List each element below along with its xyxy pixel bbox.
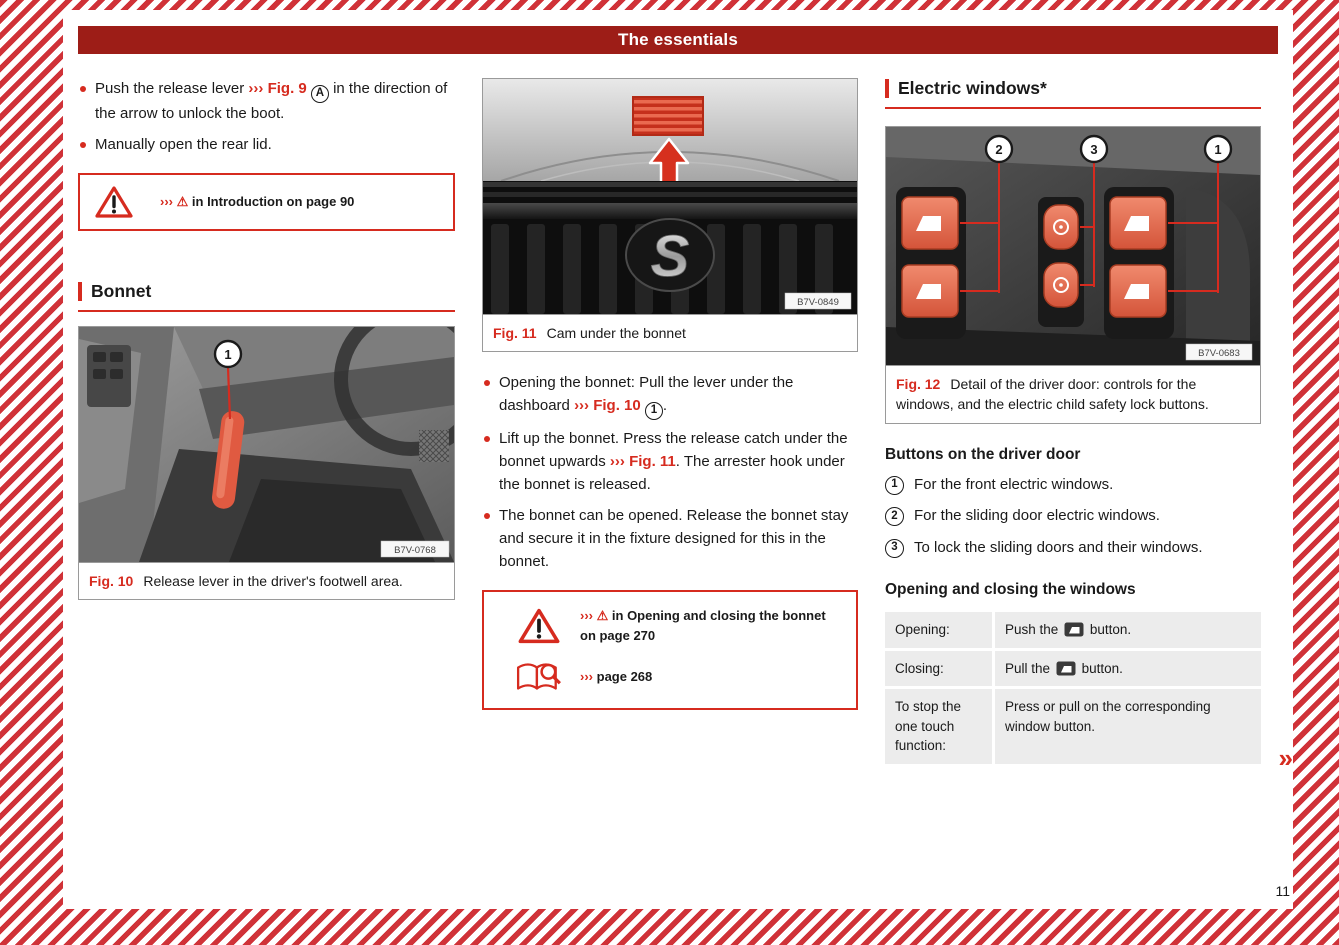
figure-reference: ››› Fig. 10	[574, 397, 641, 415]
table-row	[885, 689, 1261, 764]
table-row	[885, 612, 1261, 648]
list-item	[885, 537, 1261, 560]
value-text: button.	[1089, 622, 1132, 638]
window-button-icon	[1056, 661, 1076, 676]
figure-reference: ››› Fig. 9	[248, 80, 307, 97]
text: Push the release lever	[95, 80, 249, 97]
svg-text:1: 1	[1214, 142, 1222, 157]
list-item-text: To lock the sliding doors and their windows.	[914, 538, 1203, 556]
table-row	[885, 651, 1261, 687]
warning-reference-text: in Opening and closing the bonnet on page 270	[580, 608, 826, 643]
table-row-label: Opening:	[885, 612, 995, 648]
bullet-text	[499, 430, 848, 493]
numbered-list	[885, 474, 1261, 560]
bullet-text: The bonnet can be opened. Release the bonnet stay and secure it in the fixture designed for this in the bonnet.	[499, 506, 849, 570]
figure-12-image	[886, 127, 1260, 365]
heading-text: Electric windows*	[898, 78, 1047, 98]
figure-caption-text: Detail of the driver door: controls for the windows, and the electric child safety lock buttons.	[896, 376, 1209, 413]
section-heading-electric-windows	[885, 78, 1261, 109]
bullet-item	[78, 134, 455, 157]
figure-11-caption	[483, 314, 857, 351]
heading-accent-bar	[885, 79, 889, 98]
callout-circle-2: 2	[885, 507, 904, 526]
figure-10-image	[79, 327, 454, 562]
subheading-opening-closing: Opening and closing the windows	[885, 581, 1136, 599]
warning-row	[498, 606, 842, 646]
child-lock-button	[1044, 263, 1078, 307]
warning-triangle-icon	[94, 184, 134, 220]
warning-icon-cell	[498, 660, 580, 694]
bullet-text	[499, 374, 794, 417]
brand-logo-s: S	[650, 224, 690, 289]
bullet-text: Manually open the rear lid.	[95, 135, 272, 153]
window-button-icon	[1064, 622, 1084, 637]
windows-table	[885, 609, 1261, 767]
callout-circle-1: 1	[645, 402, 663, 420]
callout-circle-3: 3	[885, 539, 904, 558]
figure-caption-text: Release lever in the driver's footwell area.	[143, 572, 403, 589]
page-header	[78, 26, 1278, 54]
figure-reference: ››› Fig. 11	[609, 452, 676, 470]
bullet-item	[78, 78, 455, 126]
bullet-item	[482, 505, 858, 574]
figure-label: Fig. 12	[896, 376, 941, 392]
continuation-chevron: »	[1278, 743, 1293, 773]
bullet-icon	[80, 86, 86, 92]
svg-text:1: 1	[224, 346, 232, 362]
warning-text	[580, 606, 842, 645]
chevrons-icon: ›››	[160, 193, 173, 209]
bullet-icon	[484, 380, 490, 386]
bullet-item	[482, 428, 858, 497]
list-item	[885, 505, 1261, 528]
right-column	[885, 78, 1261, 767]
text: Lift up the bonnet. Press the release catch under the bonnet upwards	[499, 430, 848, 470]
page-number: 11	[1275, 883, 1290, 899]
figure-caption-text: Cam under the bonnet	[546, 325, 686, 341]
text: Opening the bonnet: Pull the lever under the dashboard	[499, 374, 794, 415]
value-text: Pull the	[1005, 660, 1051, 676]
callout-circle-1: 1	[885, 476, 904, 495]
figure-11	[482, 78, 858, 352]
table-row-label: To stop the one touch function:	[885, 689, 995, 764]
bullet-icon	[484, 436, 490, 442]
text: in the direction of the arrow to unlock the boot.	[95, 80, 448, 122]
warning-box-bonnet	[482, 590, 858, 710]
section-heading-bonnet	[78, 281, 455, 312]
bullet-item	[482, 372, 858, 420]
callout-circle-a: A	[311, 85, 329, 103]
heading-accent-bar	[78, 282, 82, 301]
content-columns	[78, 78, 1278, 767]
table-row-label: Closing:	[885, 651, 995, 687]
figure-label: Fig. 11	[493, 325, 537, 341]
page-title: The essentials	[618, 30, 738, 49]
bullet-text	[95, 80, 447, 122]
cam-highlight-area	[633, 97, 703, 135]
window-button	[902, 197, 958, 249]
chevrons-icon: ›››	[580, 608, 593, 624]
figure-11-image	[483, 79, 857, 314]
bullet-icon	[80, 142, 86, 148]
heading-text: Bonnet	[91, 280, 152, 301]
text: . The arrester hook under the bonnet is released.	[499, 452, 845, 493]
figure-12-caption	[886, 365, 1260, 423]
warning-box-introduction	[78, 173, 455, 231]
warning-text	[580, 667, 652, 687]
warning-text	[160, 192, 354, 212]
book-search-icon	[515, 660, 563, 694]
subheading-buttons-driver-door: Buttons on the driver door	[885, 445, 1081, 463]
figure-10	[78, 326, 455, 600]
figure-code: B7V-0768	[394, 544, 436, 556]
window-button	[1110, 265, 1166, 317]
figure-label: Fig. 10	[89, 572, 134, 589]
svg-text:3: 3	[1090, 142, 1098, 157]
manual-page	[63, 10, 1293, 909]
warning-reference-text: page 268	[596, 668, 653, 684]
value-text: Press or pull on the corresponding window button.	[1005, 699, 1211, 734]
table-row-value	[995, 651, 1261, 687]
list-item	[885, 474, 1261, 497]
warning-row	[498, 660, 842, 694]
window-button	[1110, 197, 1166, 249]
list-item-text: For the front electric windows.	[914, 475, 1114, 493]
figure-12	[885, 126, 1261, 424]
middle-column	[482, 78, 858, 767]
value-text: button.	[1081, 660, 1123, 676]
figure-code: B7V-0849	[797, 297, 839, 308]
warning-icon-cell	[498, 606, 580, 646]
list-item-text: For the sliding door electric windows.	[914, 507, 1160, 525]
window-button	[902, 265, 958, 317]
figure-10-caption	[79, 562, 454, 599]
svg-text:2: 2	[995, 142, 1003, 157]
warning-triangle-inline-icon: ⚠	[176, 193, 189, 209]
text: .	[662, 397, 668, 415]
warning-triangle-inline-icon: ⚠	[596, 608, 609, 624]
value-text: Push the	[1005, 622, 1059, 638]
figure-code: B7V-0683	[1198, 348, 1240, 359]
bullet-icon	[484, 513, 490, 519]
child-lock-button	[1044, 205, 1078, 249]
table-row-value	[995, 689, 1261, 764]
table-row-value	[995, 612, 1261, 648]
chevrons-icon: ›››	[580, 668, 593, 684]
left-column	[78, 78, 455, 767]
warning-reference-text: in Introduction on page 90	[191, 193, 355, 209]
warning-triangle-icon	[517, 606, 561, 646]
